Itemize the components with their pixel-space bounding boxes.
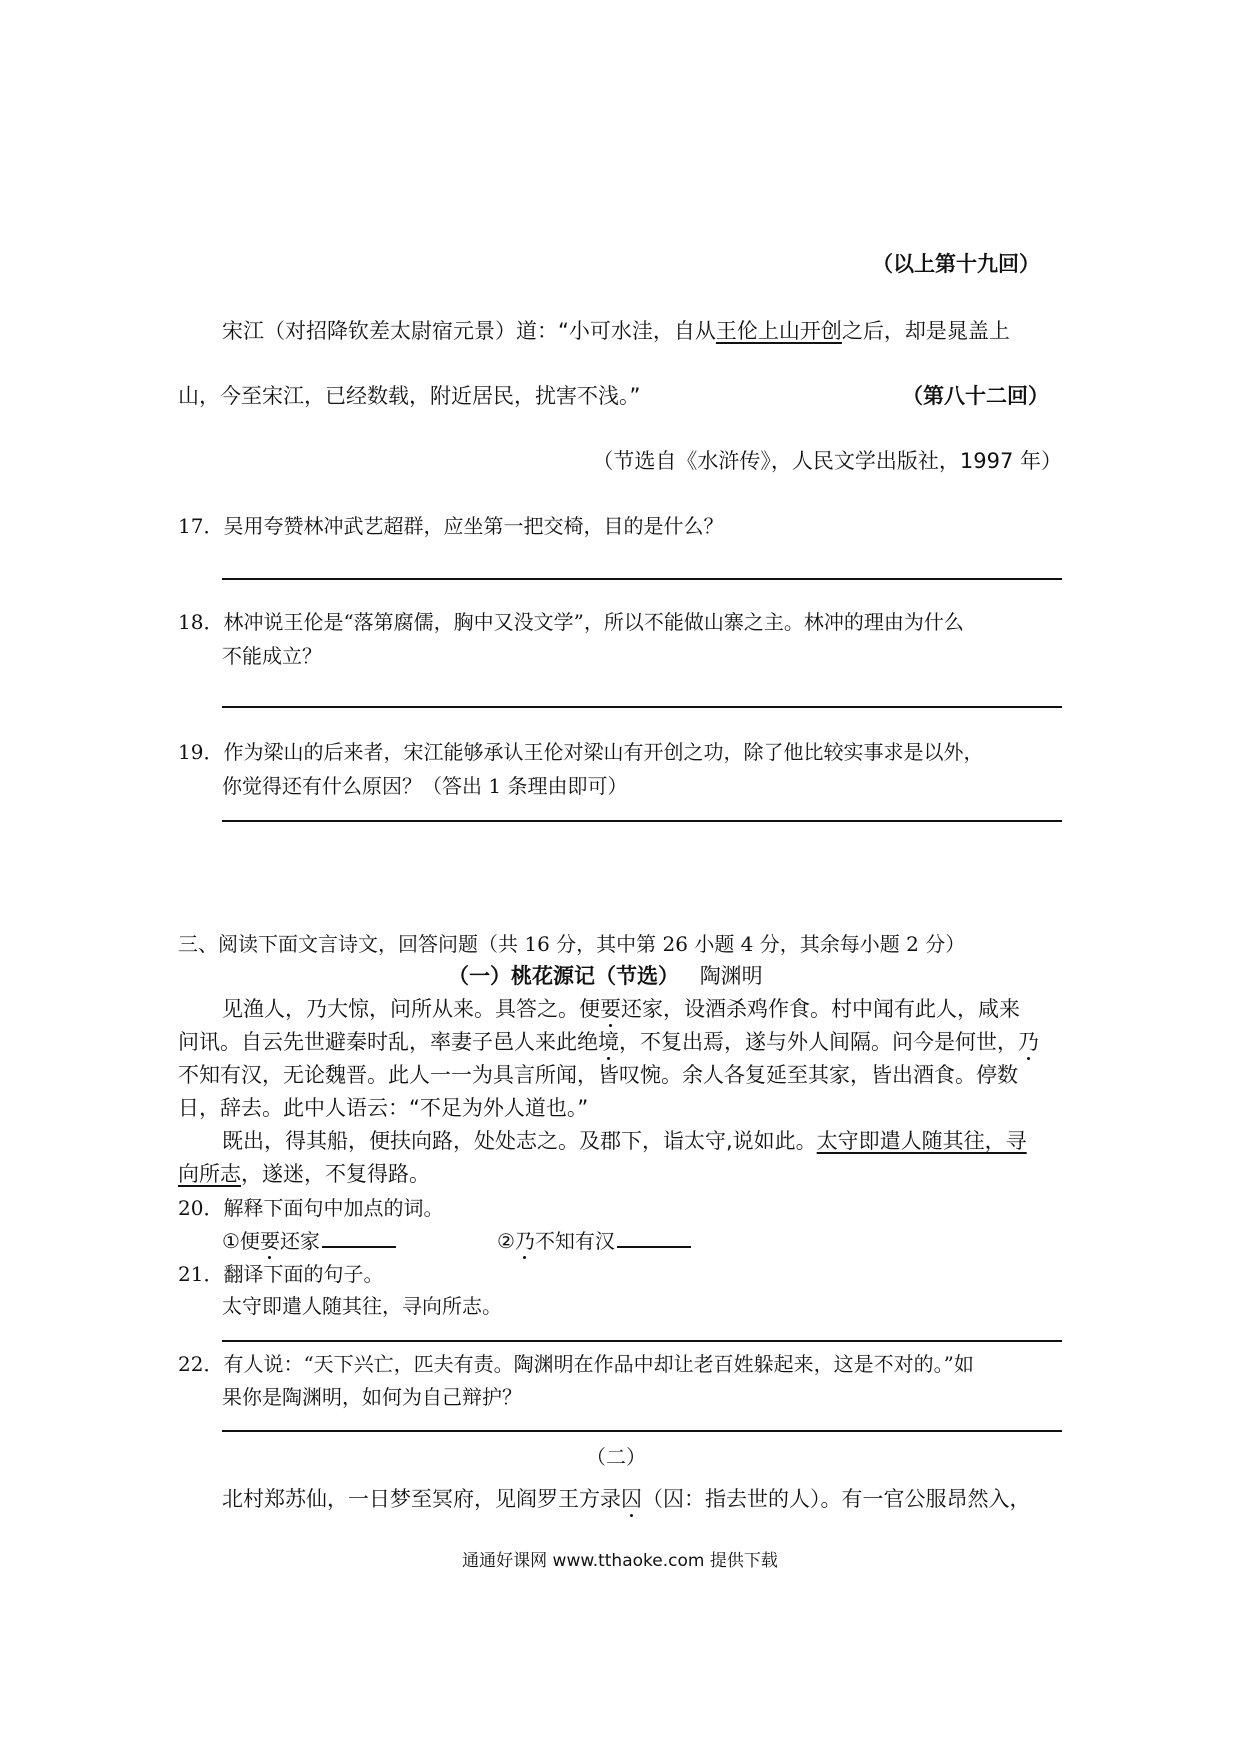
question-20-item-b <box>497 1225 691 1254</box>
text-span: ，遂迷，不复得路。 <box>241 1162 430 1186</box>
question-20: 20．解释下面句中加点的词。 <box>178 1196 444 1220</box>
dotted-char: 乃 <box>1018 1030 1039 1054</box>
blank-20b[interactable] <box>617 1228 691 1248</box>
blank-20a[interactable] <box>322 1228 396 1248</box>
text-span: 问讯。自云先世避秦时乱，率妻子邑人来此绝 <box>178 1030 598 1054</box>
text-span: 既出，得其船，便扶向路，处处志之。及郡下，诣太守,说如此。 <box>222 1129 817 1153</box>
section-3-heading: 三、阅读下面文言诗文，回答问题（共 16 分，其中第 26 小题 4 分，其余每小题 2 分） <box>178 932 966 956</box>
question-19-line2: 你觉得还有什么原因？（答出 1 条理由即可） <box>222 774 628 798</box>
text-span: （囚：指去世的人）。有一官公服昂然入， <box>642 1487 1031 1511</box>
text-span: ①便 <box>222 1229 260 1253</box>
passage-1-line1 <box>222 993 1020 1023</box>
question-18-line2: 不能成立？ <box>222 644 322 668</box>
answer-line-17[interactable] <box>222 578 1062 580</box>
text-span: 不知有汉 <box>534 1229 615 1253</box>
text-span: 见渔人，乃大惊，问所从来。具答之。便 <box>222 997 600 1021</box>
question-21: 21．翻译下面的句子。 <box>178 1262 384 1286</box>
dotted-char: 境 <box>598 1030 619 1054</box>
underlined-text: 向所志 <box>178 1162 241 1186</box>
passage-a-line1-post: 之后，却是晁盖上 <box>841 319 1010 343</box>
text-span: ，不复出焉，遂与外人间隔。问今是何世， <box>619 1030 1018 1054</box>
dotted-char: 乃 <box>514 1229 535 1253</box>
footer-credit: 通通好课网 www.tthaoke.com 提供下载 <box>462 1551 778 1571</box>
question-20-item-a <box>222 1225 396 1254</box>
answer-line-21[interactable] <box>222 1340 1062 1342</box>
dotted-char: 囚 <box>621 1487 642 1511</box>
question-22-line2: 果你是陶渊明，如何为自己辩护？ <box>222 1385 522 1409</box>
subsection-2-line1 <box>222 1483 1031 1513</box>
passage-1-line3: 不知有汉，无论魏晋。此人一一为具言所闻，皆叹惋。余人各复延至其家，皆出酒食。停数 <box>178 1063 1018 1087</box>
dotted-char: 要 <box>259 1229 280 1253</box>
answer-line-19[interactable] <box>222 820 1062 822</box>
text-span: 北村郑苏仙，一日梦至冥府，见阎罗王方录 <box>222 1487 621 1511</box>
passage-1-line2 <box>178 1026 1039 1056</box>
passage-a-underline: 王伦上山开创 <box>715 319 842 343</box>
text-span: 还家 <box>279 1229 320 1253</box>
passage-1-line4: 日，辞去。此中人语云：“不足为外人道也。” <box>178 1096 589 1120</box>
question-21-sentence: 太守即遣人随其往，寻向所志。 <box>222 1294 502 1318</box>
underlined-text: 太守即遣人随其往，寻 <box>816 1129 1027 1153</box>
passage-a-line2: 山，今至宋江，已经数载，附近居民，扰害不浅。” <box>178 384 641 408</box>
passage-author: 陶渊明 <box>699 964 763 988</box>
answer-line-18[interactable] <box>222 706 1062 708</box>
source-citation: （节选自《水浒传》，人民文学出版社，1997 年） <box>592 449 1062 473</box>
subsection-2-title: （二） <box>586 1445 646 1469</box>
text-span: ② <box>497 1229 515 1253</box>
question-19-line1: 19．作为梁山的后来者，宋江能够承认王伦对梁山有开创之功，除了他比较实事求是以外， <box>178 740 984 764</box>
section-3-title-block <box>448 960 763 990</box>
dotted-char: 要 <box>600 997 621 1021</box>
passage-2-line2 <box>178 1158 430 1188</box>
text-span: 还家，设酒杀鸡作食。村中闻有此人，咸来 <box>621 997 1020 1021</box>
passage-a-line1 <box>222 315 1010 345</box>
chapter-note-82: （第八十二回） <box>902 384 1049 408</box>
passage-title: （一）桃花源记（节选） <box>448 964 679 988</box>
answer-line-22[interactable] <box>222 1430 1062 1432</box>
passage-a-line1-pre: 宋江（对招降钦差太尉宿元景）道：“小可水洼，自从 <box>222 319 716 343</box>
chapter-note-19: （以上第十九回） <box>872 252 1040 276</box>
question-22-line1: 22．有人说：“天下兴亡，匹夫有责。陶渊明在作品中却让老百姓躲起来，这是不对的。”如 <box>178 1352 974 1376</box>
question-18-line1: 18．林冲说王伦是“落第腐儒，胸中又没文学”，所以不能做山寨之主。林冲的理由为什么 <box>178 610 964 634</box>
passage-2-line1 <box>222 1125 1027 1155</box>
question-17: 17．吴用夸赞林冲武艺超群，应坐第一把交椅，目的是什么？ <box>178 514 724 538</box>
